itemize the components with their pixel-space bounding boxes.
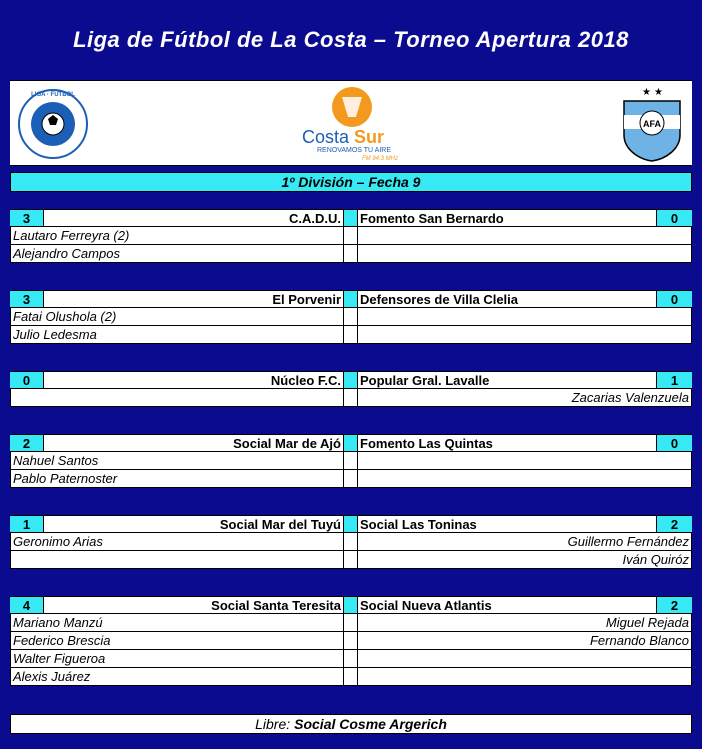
home-scorer: Walter Figueroa bbox=[10, 650, 344, 667]
match-block bbox=[10, 596, 692, 686]
home-score: 3 bbox=[10, 291, 44, 307]
home-team: Núcleo F.C. bbox=[44, 372, 344, 388]
costasur-brand-1: Costa bbox=[302, 127, 350, 147]
home-team: Social Santa Teresita bbox=[44, 597, 344, 613]
scorer-row bbox=[10, 227, 692, 245]
scorer-divider bbox=[344, 308, 358, 325]
league-logo-icon bbox=[16, 87, 90, 161]
away-scorer: Miguel Rejada bbox=[358, 614, 692, 631]
away-team: Fomento San Bernardo bbox=[360, 210, 504, 226]
away-score: 0 bbox=[656, 291, 692, 307]
match-header-row bbox=[10, 371, 692, 389]
costasur-brand-2: Sur bbox=[354, 127, 385, 147]
scorer-divider bbox=[344, 452, 358, 469]
home-scorer: Mariano Manzú bbox=[10, 614, 344, 631]
scorer-divider bbox=[344, 668, 358, 685]
costasur-tagline: RENOVAMOS TU AIRE bbox=[316, 147, 392, 154]
home-score: 1 bbox=[10, 516, 44, 532]
scorer-row bbox=[10, 452, 692, 470]
match-block bbox=[10, 290, 692, 344]
away-score: 1 bbox=[656, 372, 692, 388]
away-team: Social Las Toninas bbox=[360, 516, 477, 532]
scorer-row bbox=[10, 650, 692, 668]
away-scorer: Guillermo Fernández bbox=[358, 533, 692, 550]
away-score: 2 bbox=[656, 597, 692, 613]
match-block bbox=[10, 434, 692, 488]
away-scorer bbox=[358, 470, 692, 487]
scorer-row bbox=[10, 308, 692, 326]
scorer-row bbox=[10, 614, 692, 632]
match-divider bbox=[344, 435, 358, 451]
away-scorer bbox=[358, 326, 692, 343]
match-divider bbox=[344, 210, 358, 226]
away-scorer: Iván Quiróz bbox=[358, 551, 692, 568]
home-scorer: Federico Brescia bbox=[10, 632, 344, 649]
scorer-divider bbox=[344, 551, 358, 568]
scorer-divider bbox=[344, 389, 358, 406]
libre-row bbox=[10, 714, 692, 734]
scorer-row bbox=[10, 326, 692, 344]
scorer-row bbox=[10, 551, 692, 569]
home-score: 3 bbox=[10, 210, 44, 226]
away-team: Fomento Las Quintas bbox=[360, 435, 493, 451]
away-score: 0 bbox=[656, 435, 692, 451]
away-scorer bbox=[358, 308, 692, 325]
away-team: Defensores de Villa Clelia bbox=[360, 291, 518, 307]
scorer-row bbox=[10, 245, 692, 263]
match-divider bbox=[344, 291, 358, 307]
svg-text:★: ★ bbox=[654, 87, 663, 98]
home-scorer: Alejandro Campos bbox=[10, 245, 344, 262]
home-scorer bbox=[10, 551, 344, 568]
home-score: 0 bbox=[10, 372, 44, 388]
away-scorer: Zacarias Valenzuela bbox=[358, 389, 692, 406]
scorer-row bbox=[10, 389, 692, 407]
scorer-row bbox=[10, 470, 692, 488]
scorer-divider bbox=[344, 470, 358, 487]
home-score: 2 bbox=[10, 435, 44, 451]
away-scorer bbox=[358, 452, 692, 469]
svg-text:LIGA · FÚTBOL: LIGA · FÚTBOL bbox=[31, 92, 75, 98]
libre-team: Social Cosme Argerich bbox=[294, 716, 447, 732]
home-team: C.A.D.U. bbox=[44, 210, 344, 226]
home-scorer: Geronimo Arias bbox=[10, 533, 344, 550]
scorer-divider bbox=[344, 227, 358, 244]
costasur-logo-icon bbox=[294, 85, 414, 163]
home-scorer: Pablo Paternoster bbox=[10, 470, 344, 487]
home-team: El Porvenir bbox=[44, 291, 344, 307]
home-scorer: Lautaro Ferreyra (2) bbox=[10, 227, 344, 244]
home-scorer: Alexis Juárez bbox=[10, 668, 344, 685]
away-score: 2 bbox=[656, 516, 692, 532]
match-divider bbox=[344, 597, 358, 613]
match-block bbox=[10, 371, 692, 407]
home-scorer: Fatai Olushola (2) bbox=[10, 308, 344, 325]
match-divider bbox=[344, 372, 358, 388]
scorer-row bbox=[10, 632, 692, 650]
match-header-row bbox=[10, 515, 692, 533]
scorer-row bbox=[10, 533, 692, 551]
away-team: Popular Gral. Lavalle bbox=[360, 372, 490, 388]
away-team: Social Nueva Atlantis bbox=[360, 597, 492, 613]
away-scorer: Fernando Blanco bbox=[358, 632, 692, 649]
match-header-row bbox=[10, 596, 692, 614]
round-subtitle: 1º División – Fecha 9 bbox=[10, 172, 692, 192]
scorer-divider bbox=[344, 650, 358, 667]
afa-text: AFA bbox=[643, 119, 661, 129]
home-score: 4 bbox=[10, 597, 44, 613]
scorer-divider bbox=[344, 614, 358, 631]
away-score: 0 bbox=[656, 210, 692, 226]
home-scorer bbox=[10, 389, 344, 406]
away-scorer bbox=[358, 650, 692, 667]
libre-label: Libre: bbox=[255, 716, 291, 732]
match-header-row bbox=[10, 434, 692, 452]
scorer-row bbox=[10, 668, 692, 686]
page-title: Liga de Fútbol de La Costa – Torneo Apertura 2018 bbox=[73, 27, 629, 52]
scorer-divider bbox=[344, 326, 358, 343]
svg-text:★: ★ bbox=[642, 87, 651, 98]
match-header-row bbox=[10, 290, 692, 308]
match-block bbox=[10, 209, 692, 263]
away-scorer bbox=[358, 227, 692, 244]
away-scorer bbox=[358, 245, 692, 262]
afa-shield-icon bbox=[620, 85, 684, 163]
match-block bbox=[10, 515, 692, 569]
logo-banner bbox=[10, 80, 692, 166]
home-scorer: Nahuel Santos bbox=[10, 452, 344, 469]
scorer-divider bbox=[344, 632, 358, 649]
home-team: Social Mar del Tuyú bbox=[44, 516, 344, 532]
costasur-freq: FM 94.3 MHz bbox=[361, 156, 398, 162]
home-team: Social Mar de Ajó bbox=[44, 435, 344, 451]
match-divider bbox=[344, 516, 358, 532]
scorer-divider bbox=[344, 533, 358, 550]
match-header-row bbox=[10, 209, 692, 227]
scorer-divider bbox=[344, 245, 358, 262]
home-scorer: Julio Ledesma bbox=[10, 326, 344, 343]
away-scorer bbox=[358, 668, 692, 685]
